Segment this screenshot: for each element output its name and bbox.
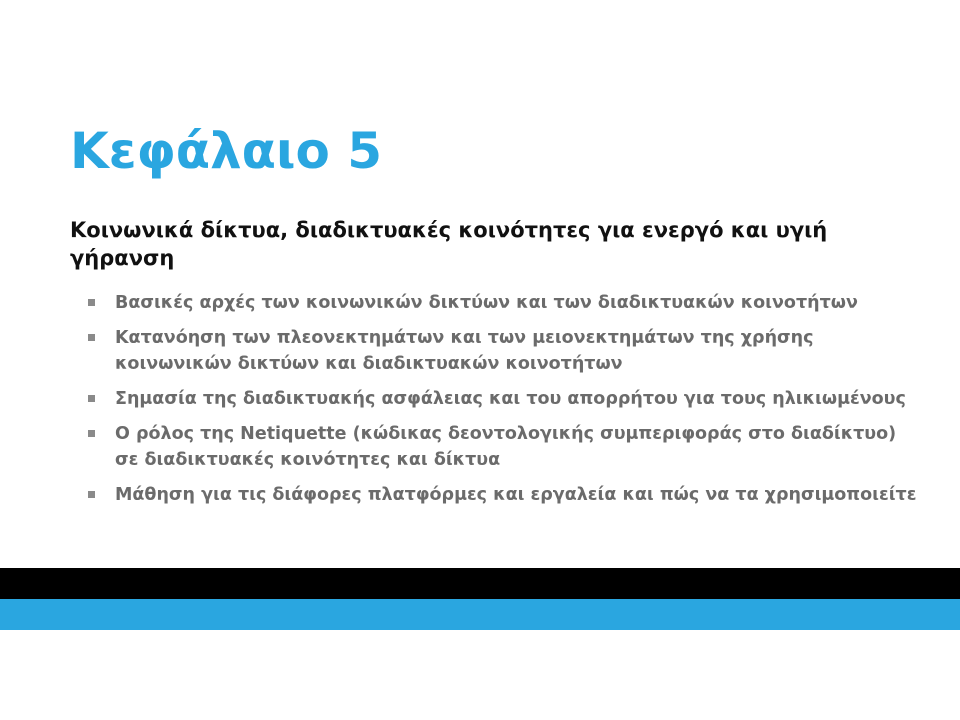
- square-bullet-icon: [88, 299, 95, 306]
- footer-blue-band: [0, 599, 960, 630]
- bullet-list: [88, 290, 918, 517]
- square-bullet-icon: [88, 430, 95, 437]
- footer-black-band: [0, 568, 960, 599]
- bullet-text: Βασικές αρχές των κοινωνικών δικτύων και των διαδικτυακών κοινοτήτων: [115, 293, 858, 313]
- square-bullet-icon: [88, 491, 95, 498]
- bullet-item: [88, 482, 918, 508]
- square-bullet-icon: [88, 334, 95, 341]
- bullet-text: Σημασία της διαδικτυακής ασφάλειας και του απορρήτου για τους ηλικιωμένους: [115, 389, 906, 409]
- bullet-text: Κατανόηση των πλεονεκτημάτων και των μειονεκτημάτων της χρήσης κοινωνικών δικτύων και διαδικτυακών κοινοτήτων: [115, 328, 814, 374]
- bullet-item: [88, 290, 918, 316]
- slide-title: Κεφάλαιο 5: [70, 122, 383, 180]
- bullet-text: Μάθηση για τις διάφορες πλατφόρμες και εργαλεία και πώς να τα χρησιμοποιείτε: [115, 485, 917, 505]
- slide-subtitle: Κοινωνικά δίκτυα, διαδικτυακές κοινότητες για ενεργό και υγιή γήρανση: [70, 218, 828, 270]
- bullet-item: [88, 421, 918, 473]
- square-bullet-icon: [88, 395, 95, 402]
- bullet-item: [88, 386, 918, 412]
- bullet-text: Ο ρόλος της Netiquette (κώδικας δεοντολογικής συμπεριφοράς στο διαδίκτυο) σε διαδικτυακές κοινότητες και δίκτυα: [115, 424, 897, 470]
- bullet-item: [88, 325, 918, 377]
